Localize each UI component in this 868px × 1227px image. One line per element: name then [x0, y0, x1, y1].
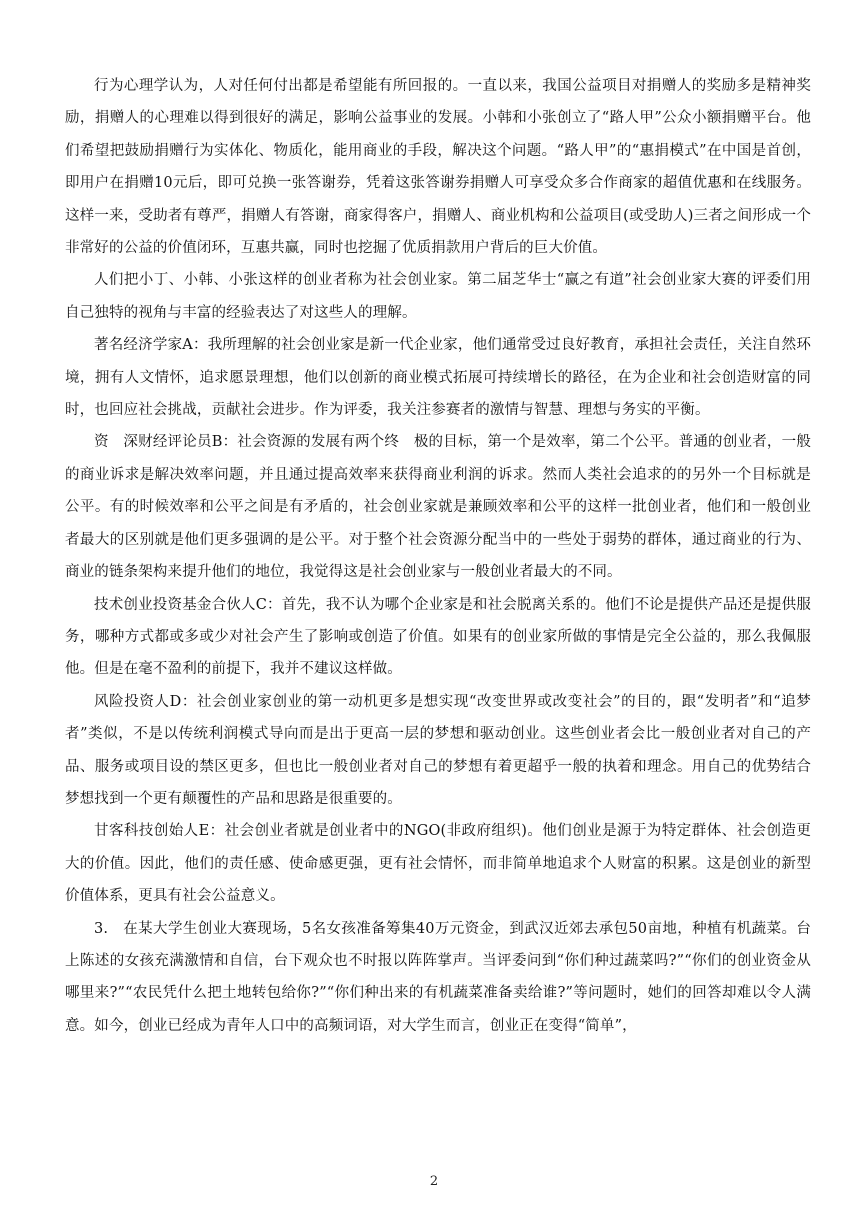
- paragraph-social-entrepreneurs-intro: 人们把小丁、小韩、小张这样的创业者称为社会创业家。第二届芝华士“赢之有道”社会创业家大赛的评委们用自己独特的视角与丰富的经验表达了对这些人的理解。: [65, 272, 811, 321]
- paragraph-donation-platform: 行为心理学认为，人对任何付出都是希望能有所回报的。一直以来，我国公益项目对捐赠人的奖励多是精神奖励，捐赠人的心理难以得到很好的满足，影响公益事业的发展。小韩和小张创立了“路人甲”公众小额捐赠平台。他们希望把鼓励捐赠行为实体化、物质化，能用商业的手段，解决这个问题。“路人甲”的“惠捐模式”在中国是首创，即用户在捐赠10元后，即可兑换一张答谢券，凭着这张答谢券捐赠人可享受众多合作商家的超值优惠和在线服务。这样一来，受助者有尊严，捐赠人有答谢，商家得客户，捐赠人、商业机构和公益项目(或受助人)三者之间形成一个非常好的公益的价值闭环，互惠共赢，同时也挖掘了优质捐款用户背后的巨大价值。: [65, 78, 811, 257]
- paragraph-founder-e: 甘客科技创始人E：社会创业者就是创业者中的NGO(非政府组织)。他们创业是源于为特定群体、社会创造更大的价值。因此，他们的责任感、使命感更强，更有社会情怀，而非简单地追求个人财富的积累。这是创业的新型价值体系，更具有社会公益意义。: [65, 823, 811, 905]
- document-body: [65, 70, 811, 1042]
- paragraph-economist-a: 著名经济学家A：我所理解的社会创业家是新一代企业家，他们通常受过良好教育，承担社会责任，关注自然环境，拥有人文情怀，追求愿景理想，他们以创新的商业模式拓展可持续增长的路径，在为企业和社会创造财富的同时，也回应社会挑战，贡献社会进步。作为评委，我关注参赛者的激情与智慧、理想与务实的平衡。: [65, 337, 811, 419]
- paragraph-commentator-b: 资 深财经评论员B：社会资源的发展有两个终 极的目标，第一个是效率，第二个公平。普通的创业者，一般的商业诉求是解决效率问题，并且通过提高效率来获得商业利润的诉求。然而人类社会追求的的另外一个目标就是公平。有的时候效率和公平之间是有矛盾的，社会创业家就是兼顾效率和公平的这样一批创业者，他们和一般创业者最大的区别就是他们更多强调的是公平。对于整个社会资源分配当中的一些处于弱势的群体，通过商业的行为、商业的链条架构来提升他们的地位，我觉得这是社会创业家与一般创业者最大的不同。: [65, 434, 811, 581]
- paragraph-partner-c: 技术创业投资基金合伙人C：首先，我不认为哪个企业家是和社会脱离关系的。他们不论是提供产品还是提供服务，哪种方式都或多或少对社会产生了影响或创造了价值。如果有的创业家所做的事情是完全公益的，那么我佩服他。但是在毫不盈利的前提下，我并不建议这样做。: [65, 596, 811, 678]
- page-number: 2: [429, 1174, 439, 1189]
- paragraph-investor-d: 风险投资人D：社会创业家创业的第一动机更多是想实现“改变世界或改变社会”的目的，跟“发明者”和“追梦者”类似，不是以传统利润模式导向而是出于更高一层的梦想和驱动创业。这些创业者会比一般创业者对自己的产品、服务或项目设的禁区更多，但也比一般创业者对自己的梦想有着更超乎一般的执着和理念。用自己的优势结合梦想找到一个更有颠覆性的产品和思路是很重要的。: [65, 693, 811, 807]
- paragraph-question-3: 3. 在某大学生创业大赛现场，5名女孩准备筹集40万元资金，到武汉近郊去承包50亩地，种植有机蔬菜。台上陈述的女孩充满激情和自信，台下观众也不时报以阵阵掌声。当评委问到“你们种过蔬菜吗?”“你们的创业资金从哪里来?”“农民凭什么把土地转包给你?”“你们种出来的有机蔬菜准备卖给谁?”等问题时，她们的回答却难以令人满意。如今，创业已经成为青年人口中的高频词语，对大学生而言，创业正在变得“简单”，: [65, 920, 811, 1034]
